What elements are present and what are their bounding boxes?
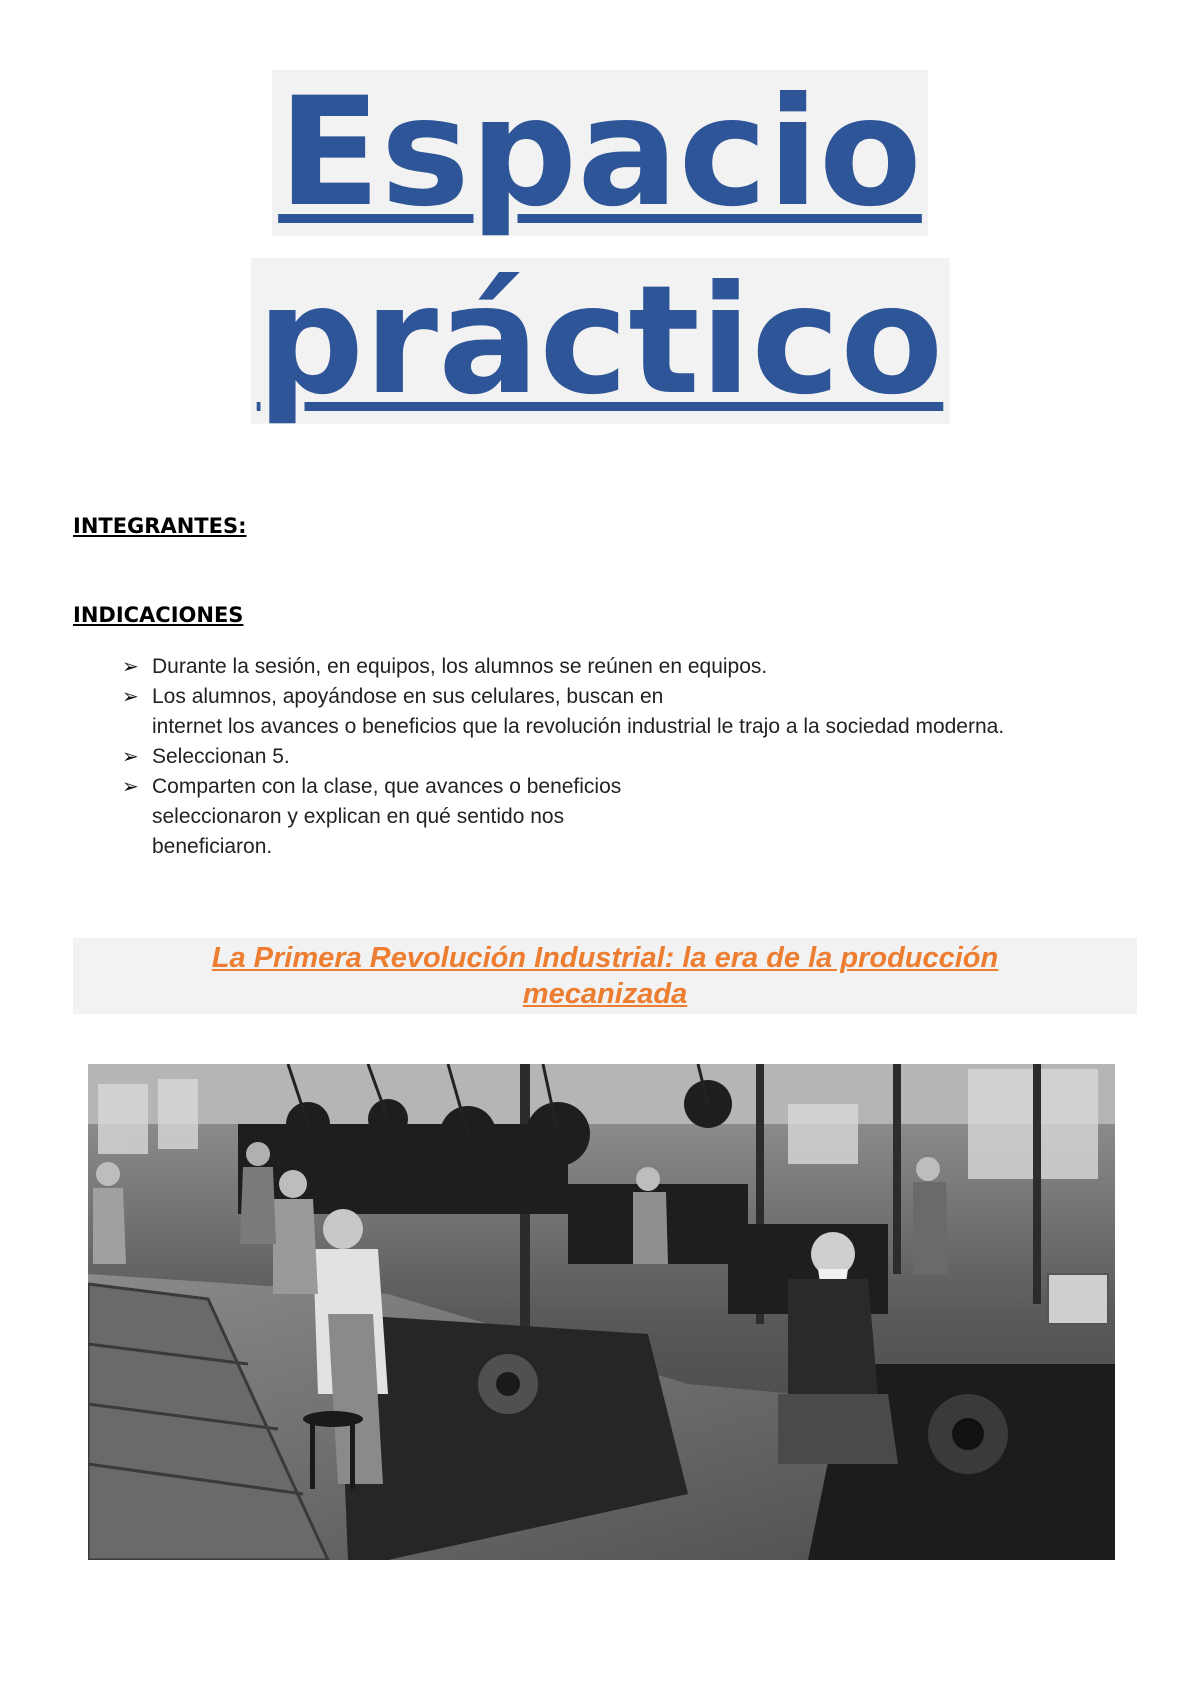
factory-photo bbox=[88, 1064, 1115, 1560]
section-heading: La Primera Revolución Industrial: la era de la producción mecanizada bbox=[211, 942, 999, 1010]
list-item bbox=[122, 742, 1082, 772]
indicaciones-list bbox=[122, 652, 1082, 862]
list-item bbox=[122, 652, 1082, 682]
arrowhead-bullet-icon: ➢ bbox=[122, 656, 139, 678]
factory-illustration bbox=[88, 1064, 1115, 1560]
list-item bbox=[122, 772, 1082, 862]
title-line-2: práctico bbox=[251, 258, 950, 424]
arrowhead-bullet-icon: ➢ bbox=[122, 686, 139, 708]
list-item-text: Los alumnos, apoyándose en sus celulares, buscan en internet los avances o beneficios que la revolución industrial le trajo a la sociedad moderna. bbox=[152, 685, 1005, 738]
arrowhead-bullet-icon: ➢ bbox=[122, 746, 139, 768]
indicaciones-label: INDICACIONES bbox=[73, 603, 244, 627]
section-heading-banner bbox=[73, 938, 1137, 1014]
title-line-1: Espacio bbox=[272, 70, 928, 236]
list-item-text: Durante la sesión, en equipos, los alumnos se reúnen en equipos. bbox=[152, 655, 768, 678]
list-item-text: Comparten con la clase, que avances o beneficios seleccionaron y explican en qué sentido nos beneficiaron. bbox=[152, 775, 622, 858]
arrowhead-bullet-icon: ➢ bbox=[122, 776, 139, 798]
list-item bbox=[122, 682, 1082, 742]
integrantes-label: INTEGRANTES: bbox=[73, 514, 247, 538]
list-item-text: Seleccionan 5. bbox=[152, 745, 290, 768]
